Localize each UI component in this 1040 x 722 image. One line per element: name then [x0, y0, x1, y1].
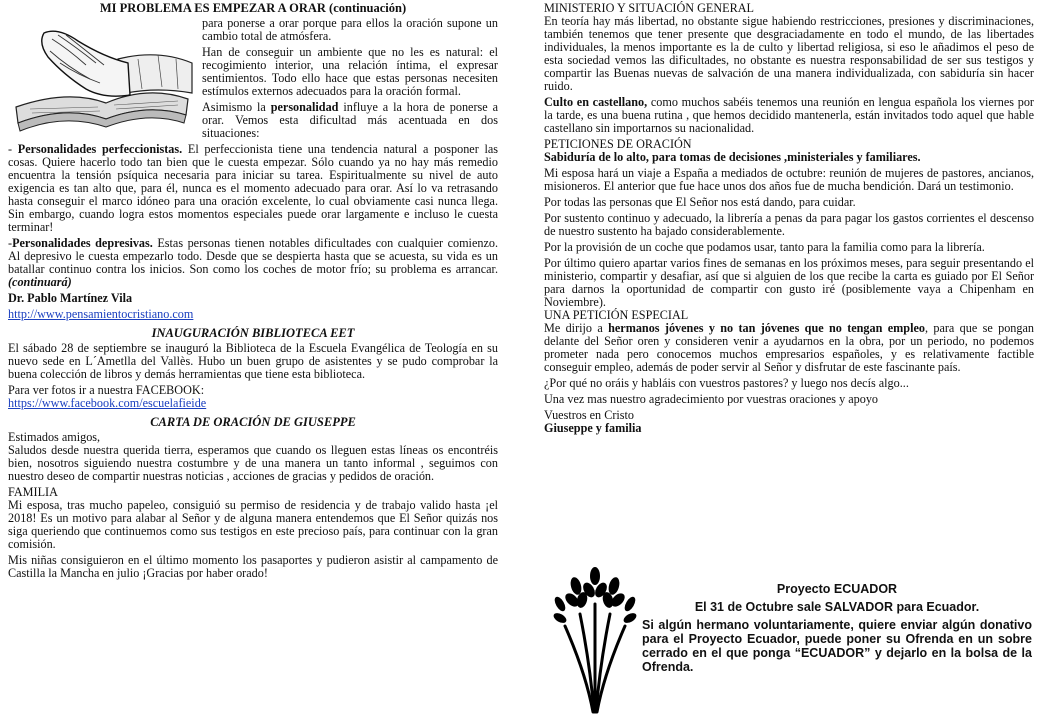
- text-span: influye a la hora de ponerse a orar. Vemos esta dificultad más acentuada en dos situaciones:: [202, 100, 498, 140]
- culto-paragraph: [544, 96, 1034, 135]
- ministerio-heading: MINISTERIO Y SITUACIÓN GENERAL: [544, 1, 754, 15]
- peticion-2: Por todas las personas que El Señor nos está dando, para cuidar.: [544, 195, 856, 209]
- culto-label: Culto en castellano,: [544, 95, 648, 109]
- intro-paragraph-2: Han de conseguir un ambiente que no les es natural: el recogimiento interior, una relación íntima, el expresar sentimientos. Todo ello hace que estas personas necesiten estímulos externos adecuados para la oración formal.: [202, 45, 498, 98]
- bold-term: personalidad: [270, 100, 339, 114]
- closing: Vuestros en Cristo: [544, 408, 634, 422]
- culto-text: como muchos sabéis tenemos una reunión en lengua española los viernes por la tarde, es una buena rutina , que hemos decidido mantenerla, están invitados todo aquel que hable castellano sin importarnos su nacionalidad.: [544, 95, 1034, 135]
- right-column: [544, 2, 1034, 438]
- familia-paragraph-2: Mis niñas consiguieron en el último momento los pasaportes y pudieron asistir al campamento de Castilla la Mancha en julio ¡Gracias por haber orado!: [8, 553, 498, 580]
- perf-label: Personalidades perfeccionistas.: [17, 142, 183, 156]
- peticion-5: Por último quiero apartar varios fines de semanas en los próximos meses, para seguir presentando el ministerio, compartir y desafiar, así que si alguien de los que recibe la carta es guiado por El Señor para darnos la oportunidad de compartir con gusto iré (posiblemente vaya a Chipenham en Noviembre).: [544, 256, 1034, 309]
- signature: Giuseppe y familia: [544, 421, 642, 435]
- familia-heading: FAMILIA: [8, 485, 58, 499]
- perf-text: El perfeccionista tiene una tendencia natural a posponer las cosas. Quiere hacerlo todo tan bien que le cuesta empezar. Sólo cuando ya no hay más remedio encuentra la tensión psíquica necesaria para iniciar su tarea. Espiritualmente su nivel de auto exigencia es tan alto que, para él, nunca es el momento adecuado para orar. Así lo va retrasando hasta conseguir el marco idóneo para una oración excelente, lo cual obviamente casi nunca llega. Sin embargo, cuando logra estos momentos especiales puede orar largamente e incluso le cuesta terminar!: [8, 142, 498, 234]
- author: Dr. Pablo Martínez Vila: [8, 291, 133, 305]
- depresivas-paragraph: -Personalidades depresivas. Estas personas tienen notables dificultades con cualquier comienzo. Al depresivo le cuesta empezarlo todo. Desde que se despierta hasta que se acuesta, su vida es un batallar continuo contra los inicios. Son como los coches de motor frío; su problema es arrancar. (continuará): [8, 236, 498, 289]
- especial-paragraph: [544, 322, 1034, 374]
- proyecto-ecuador-box: [544, 564, 1034, 714]
- intro-paragraph-1: para ponerse a orar porque para ellos la oración supone un cambio total de atmósfera.: [202, 16, 498, 43]
- familia-paragraph-1: Mi esposa, tras mucho papeleo, consiguió su permiso de residencia y de trabajo valido hasta ¡el 2018! Es un motivo para alabar al Señor y de alguna manera entendemos que El Señor quizás nos siga queriendo que continuemos como sus testigos en este precioso país, para continuar con la gran comisión.: [8, 498, 498, 551]
- peticion-4: Por la provisión de un coche que podamos usar, tanto para la familia como para la librería.: [544, 240, 985, 254]
- dep-text: Estas personas tienen notables dificultades con cualquier comienzo. Al depresivo le cuesta empezarlo todo. Desde que se despierta hasta que se acuesta, su vida es un batallar continuo contra los inicios. Son como los coches de motor frío; su problema es arrancar.: [8, 236, 498, 276]
- article-title-carta: CARTA DE ORACIÓN DE GIUSEPPE: [150, 415, 356, 429]
- continuara-label: (continuará): [8, 275, 72, 289]
- especial-paragraph-2: ¿Por qué no oráis y habláis con vuestros pastores? y luego nos decís algo...: [544, 376, 909, 390]
- text-span: , para que se pongan delante del Señor oren y consideren venir a ayudarnos en la obra, por un periodo, no podemos prometer nada pero conocemos muchos empresarios españoles, y es relativamente factible conseguir empleo, además de poder servir al Señor y disfrutar de este fascinante país.: [544, 321, 1034, 374]
- text-span: Me dirijo a: [544, 321, 609, 335]
- ministerio-paragraph: En teoría hay más libertad, no obstante sigue habiendo restricciones, presiones y discriminaciones, también tenemos que tener presente que desgraciadamente en todo el mundo, de las libertades individuales, la menos importante es la de culto y libertad religiosa, si eso le añadimos el peso de esta sociedad vemos las dificultades, no obstante es nuestra responsabilidad de ser sus testigos y compartir las Buenas nuevas de salvación de una manera individualizada, con sabiduría sin hacer ruido.: [544, 14, 1034, 93]
- proyecto-body: Si algún hermano voluntariamente, quiere enviar algún donativo para el Proyecto Ecuador, puede poner su Ofrenda en un sobre cerrado en el que ponga “ECUADOR” y dejarlo en la bolsa de la Ofrenda.: [642, 618, 1032, 674]
- facebook-link[interactable]: https://www.facebook.com/escuelafieide: [8, 396, 207, 410]
- article-title-prayer: MI PROBLEMA ES EMPEZAR A ORAR (continuación): [99, 1, 407, 15]
- peticiones-bold: Sabiduría de lo alto, para tomas de decisiones ,ministeriales y familiares.: [544, 150, 921, 164]
- facebook-prompt: Para ver fotos ir a nuestra FACEBOOK:: [8, 383, 205, 397]
- pensamiento-link[interactable]: http://www.pensamientocristiano.com: [8, 307, 194, 321]
- dep-label: Personalidades depresivas.: [12, 236, 153, 250]
- especial-heading: UNA PETICIÓN ESPECIAL: [544, 308, 689, 322]
- peticion-1: Mi esposa hará un viaje a España a mediados de octubre: reunión de mujeres de pastores, ancianos, misioneros. El anterior que fue hace unos dos años fue de mucha bendición. Dará un testimonio.: [544, 166, 1034, 193]
- left-column: [8, 2, 498, 583]
- carta-paragraph: Saludos desde nuestra querida tierra, esperamos que cuando os lleguen estas líneas os encontréis bien, nosotros siguiendo nuestra costumbre y de una manera un tanto informal , seguimos con nuestro deseo de compartir nuestras noticias , acciones de gracias y pedidos de oración.: [8, 443, 498, 483]
- biblioteca-paragraph: El sábado 28 de septiembre se inauguró la Biblioteca de la Escuela Evangélica de Teología en su nuevo sede en L´Ametlla del Vallès. Hubo un buen grupo de asistentes y se pudo comprobar la buena colección de libros y demás herramientas que tiene esta biblioteca.: [8, 341, 498, 381]
- text-span: Asimismo la: [202, 100, 271, 114]
- peticion-3: Por sustento continuo y adecuado, la librería a penas da para pagar los gastos corrientes el descenso de nuestro sustento ha bajado considerablemente.: [544, 211, 1034, 238]
- peticiones-heading: PETICIONES DE ORACIÓN: [544, 137, 692, 151]
- praying-hands-bible-icon: [8, 19, 194, 137]
- wheat-sheaf-icon: [550, 564, 640, 714]
- especial-paragraph-3: Una vez mas nuestro agradecimiento por vuestras oraciones y apoyo: [544, 392, 879, 406]
- perfeccionistas-paragraph: - Personalidades perfeccionistas. El perfeccionista tiene una tendencia natural a posponer las cosas. Quiere hacerlo todo tan bien que le cuesta empezar. Sólo cuando ya no hay más remedio encuentra la tensión psíquica necesaria para iniciar su tarea. Espiritualmente su nivel de auto exigencia es tan alto que, para él, nunca es el momento adecuado para orar. Así lo va retrasando hasta conseguir el marco idóneo para una oración excelente, lo cual obviamente casi nunca llega. Sin embargo, cuando logra estos momentos especiales puede orar largamente e incluso le cuesta terminar!: [8, 142, 498, 234]
- proyecto-heading: Proyecto ECUADOR: [776, 582, 898, 596]
- bold-request: hermanos jóvenes y no tan jóvenes que no tengan empleo: [608, 321, 925, 335]
- article-title-biblioteca: INAUGURACIÓN BIBLIOTECA EET: [151, 326, 355, 340]
- proyecto-date-line: El 31 de Octubre sale SALVADOR para Ecuador.: [694, 600, 980, 614]
- carta-greeting: Estimados amigos,: [8, 430, 101, 444]
